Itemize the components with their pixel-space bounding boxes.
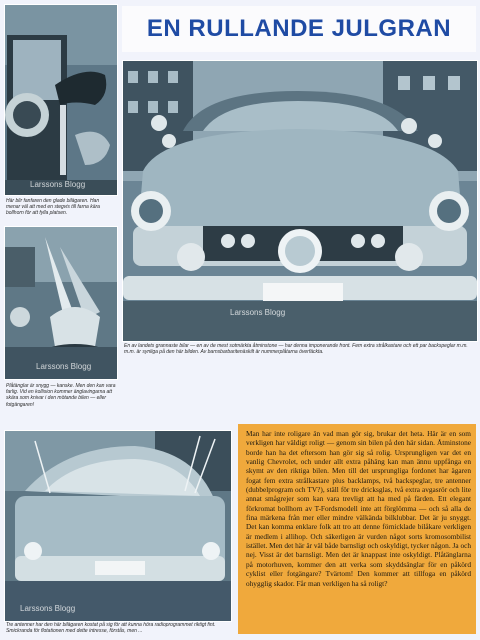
rear-photo xyxy=(4,430,232,622)
horn-photo xyxy=(4,4,118,196)
front-caption: En av landets grannaste bilar — en av de mest sotmärkta åtminstone — har denna imponerande front. Fem extra strålkastare och ett par backspeglar m.m. m.m. är synliga på den här bilden. Av barnsbarbaritenäskilt är nummerplåtarna överfäckta. xyxy=(124,343,468,356)
angels-caption: Plåtänglar är snygg — kanske. Men den kan vara farlig. Vid en kollision kommer änglavingarna att skära som knivar i den mötande bilen — eller fotgängaren! xyxy=(6,383,116,408)
watermark: Larssons Blogg xyxy=(36,362,92,371)
watermark: Larssons Blogg xyxy=(230,308,286,317)
rear-caption: Tre antenner har den här bilägaren kostat på sig för att kunna höra radioprogrammet riktigt fint. Smickranda för flotationen med dette intresse, förstås, men ... xyxy=(6,622,216,635)
article-body: Man har inte roligare än vad man gör sig, brukar det heta. Här är en som verkligen har väldigt roligt — genom sin bilen på den här sidan. Åtminstone borde han ha det eftersom han gör sig så rolig. Ursprungligen var det en vanlig Chevrolet, och under allt extra påhäng kan man ännu uppfånga en skymt av den riktiga bilen. Men till det ursprungliga fordonet har ägaren fogat fem extra strålkastare plus backlamps, två backspeglar, tre antenner (dubbelprogram och TV?), ställ för tre dricksglas, två extra avgasrör och lite annat smågrejer som kan vara trevligt att ha med på färden. Ett elegant förkromat bollhorn av T-Fordsmodell inte att förglömma — och så alla de fina märkena från mer eller mindre välkända bilklubbar. Det är ju snyggt. Det kan komma enklare folk att tro att denne förnicklade bilåkare verkligen är medlem i allihop. Och säkerligen är vurden något sorts kromosombilist istället. Men det här är väl både barnsligt och oskyldigt, tycker någon. Ja och nej. Visst är det barnsligt. Men det är knappast inte oskyldigt. Plåtänglarna på motorhuven, kommer den att verka som skyddsänglar för en påkörd cyklist eller fotgängare? Tvärtom! Den kommer att tillfoga en påkörd ohygglig skador. Får man verkligen ha så roligt? xyxy=(246,429,471,588)
watermark: Larssons Blogg xyxy=(20,604,76,613)
article-panel xyxy=(238,424,476,634)
horn-caption: Här blir fanfaren den glade bilägaren. Han menar väl att med en stegvis till farna kära bollhorn för att fylla platsen. xyxy=(6,198,100,217)
page-title: EN RULLANDE JULGRAN xyxy=(146,15,452,42)
angels-photo xyxy=(4,226,118,380)
watermark: Larssons Blogg xyxy=(30,180,86,189)
front-photo xyxy=(122,60,478,342)
title-box xyxy=(122,6,476,52)
